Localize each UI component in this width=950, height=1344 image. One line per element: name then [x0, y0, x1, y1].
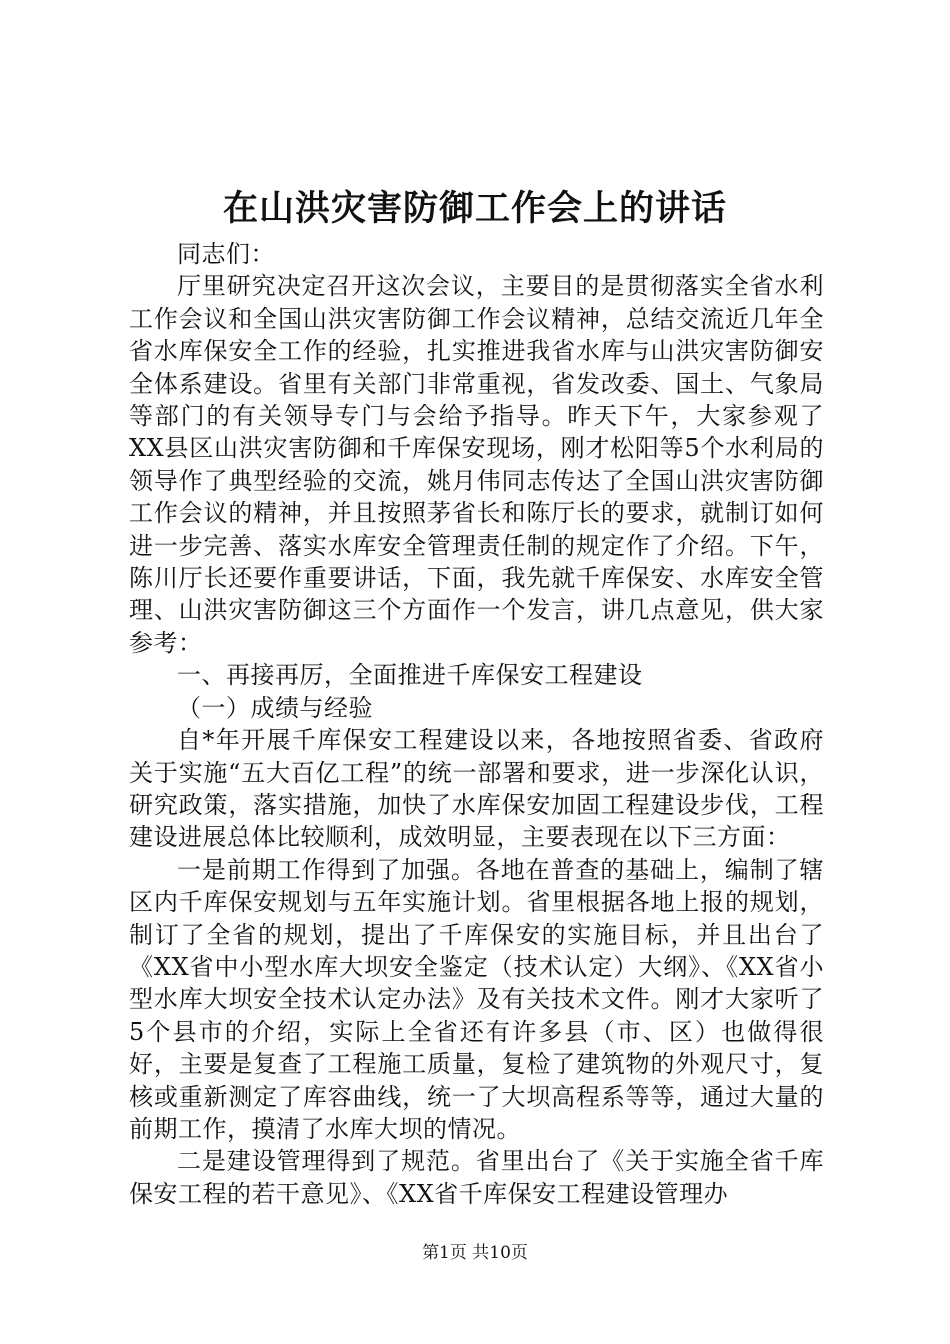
page-footer: 第1页 共10页 [422, 1243, 528, 1263]
subsection-heading: （一）成绩与经验 [177, 693, 373, 722]
body-paragraph: 二是建设管理得到了规范。省里出台了《关于实施全省千库保安工程的若干意见》、《XX省千库保安工程建设管理办 [129, 1147, 824, 1208]
document-title: 在山洪灾害防御工作会上的讲话 [222, 188, 727, 229]
body-paragraph: 一是前期工作得到了加强。各地在普查的基础上，编制了辖区内千库保安规划与五年实施计划。省里根据各地上报的规划，制订了全省的规划，提出了千库保安的实施目标，并且出台了《XX省中小型水库大坝安全鉴定（技术认定）大纲》、《XX省小型水库大坝安全技术认定办法》及有关技术文件。刚才大家听了5个县市的介绍，实际上全省还有许多县（市、区）也做得很好，主要是复查了工程施工质量，复检了建筑物的外观尺寸，复核或重新测定了库容曲线，统一了大坝高程系等等，通过大量的前期工作，摸清了水库大坝的情况。 [129, 855, 824, 1143]
section-heading: 一、再接再厉，全面推进千库保安工程建设 [177, 661, 643, 690]
body-paragraph: 厅里研究决定召开这次会议，主要目的是贯彻落实全省水利工作会议和全国山洪灾害防御工作会议精神，总结交流近几年全省水库保安全工作的经验，扎实推进我省水库与山洪灾害防御安全体系建设。省里有关部门非常重视，省发改委、国土、气象局等部门的有关领导专门与会给予指导。昨天下午，大家参观了XX县区山洪灾害防御和千库保安现场，刚才松阳等5个水利局的领导作了典型经验的交流，姚月伟同志传达了全国山洪灾害防御工作会议的精神，并且按照茅省长和陈厅长的要求，就制订如何进一步完善、落实水库安全管理责任制的规定作了介绍。下午，陈川厅长还要作重要讲话，下面，我先就千库保安、水库安全管理、山洪灾害防御这三个方面作一个发言，讲几点意见，供大家参考： [129, 272, 824, 657]
salutation-paragraph: 同志们： [177, 240, 275, 268]
document-body [129, 238, 824, 1210]
body-paragraph: 自*年开展千库保安工程建设以来，各地按照省委、省政府关于实施“五大百亿工程”的统一部署和要求，进一步深化认识，研究政策，落实措施，加快了水库保安加固工程建设步伐，工程建设进展总体比较顺利，成效明显，主要表现在以下三方面： [129, 726, 824, 852]
